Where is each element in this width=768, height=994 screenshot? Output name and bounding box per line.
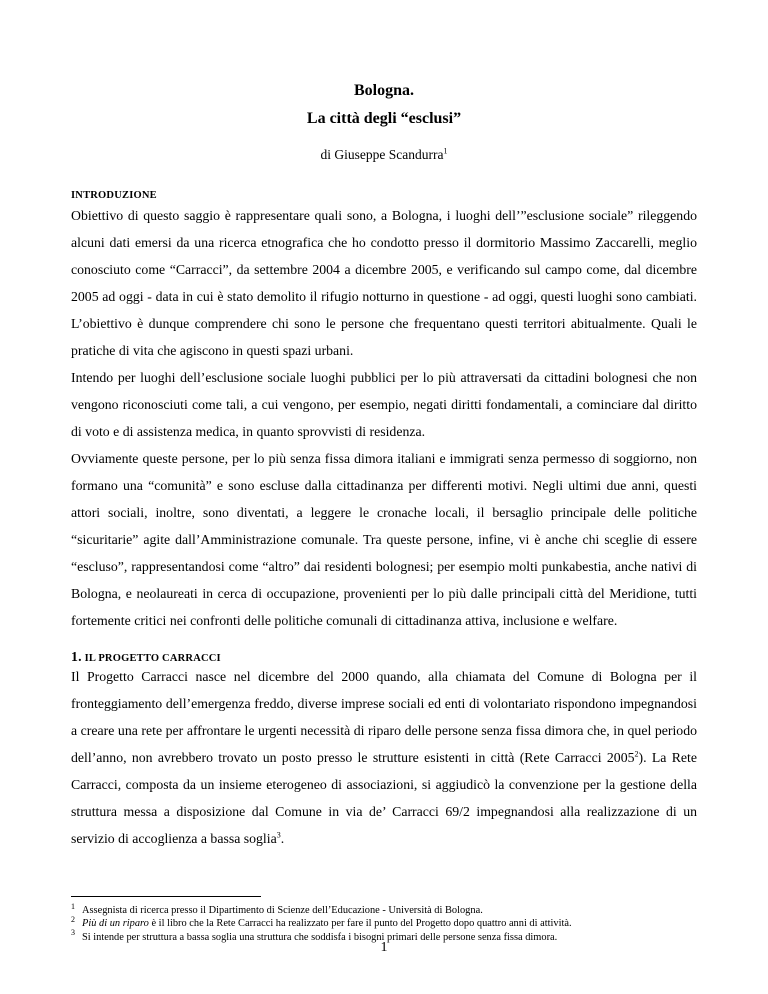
footnote-ref-2: 2	[634, 749, 639, 759]
section-number: 1.	[71, 649, 82, 664]
footnote-1-text: Assegnista di ricerca presso il Dipartimento di Scienze dell’Educazione - Università di Bologna.	[82, 905, 483, 916]
footnotes	[71, 901, 711, 944]
footnote-ref-1: 1	[443, 146, 448, 156]
footnote-1: $^1$ Assegnista di ricerca presso il Dipartimento di Scienze dell’Educazione - Università di Bologna.	[71, 901, 483, 916]
section-1-text-c: .	[280, 831, 285, 846]
footnote-separator	[71, 896, 261, 897]
footnote-2-text: è il libro che la Rete Carracci ha realizzato per fare il punto del Progetto dopo quattro anni di attività.	[148, 918, 572, 930]
section-1-body	[71, 663, 697, 852]
intro-body	[71, 202, 697, 634]
footnote-ref-3: 3	[276, 830, 281, 840]
intro-paragraph-2: Intendo per luoghi dell’esclusione sociale luoghi pubblici per lo più attraversati da cittadini bolognesi che non vengono riconosciuti come tali, a cui vengono, per esempio, negati diritti fondamentali, a cominciare dal diritto di voto e di assistenza medica, in quanto sprovvisti di residenza.	[71, 370, 697, 439]
footnote-2: $^2$ Più di un riparo è il libro che la Rete Carracci ha realizzato per fare il punto del Progetto dopo quattro anni di attività.	[71, 914, 572, 930]
section-1-text-a: Il Progetto Carracci nasce nel dicembre del 2000 quando, alla chiamata del Comune di Bologna per il fronteggiamento dell’emergenza freddo, diverse imprese sociali ed enti di volontariato rispondono impegnandosi a creare una rete per affrontare le urgenti necessità di riparo delle persone senza fissa dimora che, in quel periodo dell’anno, non avrebbero trovato un posto presso le strutture esistenti in città (Rete Carracci 2005	[71, 669, 697, 765]
author-byline	[0, 146, 768, 164]
footnote-3-text: Si intende per struttura a bassa soglia una struttura che soddisfa i bisogni primari delle persone senza fissa dimora.	[82, 931, 558, 943]
footnote-3: $^3$ Si intende per struttura a bassa soglia una struttura che soddisfa i bisogni primari delle persone senza fissa dimora.	[71, 928, 558, 943]
page-number: 1	[380, 940, 388, 955]
section-1-text-b: ). La Rete Carracci, composta da un insieme eterogeneo di associazioni, si aggiudicò la convenzione per la gestione della struttura messa a disposizione dal Comune in via de’ Carracci 69/2 impegnandosi alla realizzazione di un servizio di accoglienza a bassa soglia	[71, 750, 698, 846]
author-name: di Giuseppe Scandurra	[320, 147, 444, 162]
section-title: IL PROGETTO CARRACCI	[84, 653, 221, 664]
title-line-2: La città degli “esclusi”	[306, 110, 462, 127]
section-1-paragraph	[71, 663, 697, 852]
intro-paragraph-1: Obiettivo di questo saggio è rappresentare quali sono, a Bologna, i luoghi dell’”esclusione sociale” rileggendo alcuni dati emersi da una ricerca etnografica che ho condotto presso il dormitorio Massimo Zaccarelli, meglio conosciuto come “Carracci”, da settembre 2004 a dicembre 2005, e verificando sul campo come, dal dicembre 2005 ad oggi - data in cui è stato demolito il rifugio notturno in questione - ad oggi, questi luoghi sono cambiati. L’obiettivo è dunque comprendere chi sono le persone che frequentano questi territori abitualmente. Quali le pratiche di vita che agiscono in questi spazi urbani.	[71, 208, 697, 358]
title-line-1: Bologna.	[353, 82, 414, 99]
footnote-2-book-title: Più di un riparo	[82, 918, 149, 930]
section-heading-intro: INTRODUZIONE	[71, 190, 157, 201]
intro-paragraph-3: Ovviamente queste persone, per lo più senza fissa dimora italiani e immigrati senza permesso di soggiorno, non formano una “comunità” e sono escluse dalla cittadinanza per differenti motivi. Negli ultimi due anni, questi attori sociali, inoltre, sono diventati, a leggere le cronache locali, il bersaglio principale delle politiche “sicuritarie” agite dall’Amministrazione comunale. Tra queste persone, infine, vi è anche chi sceglie di essere “escluso”, rappresentandosi come “altro” dai residenti bolognesi; per esempio molti punkabestia, anche nativi di Bologna, e neolaureati in cerca di occupazione, provenienti per lo più dalle principali città del Meridione, tutti fortemente critici nei confronti delle politiche comunali di cittadinanza attiva, inclusione e welfare.	[71, 451, 697, 628]
